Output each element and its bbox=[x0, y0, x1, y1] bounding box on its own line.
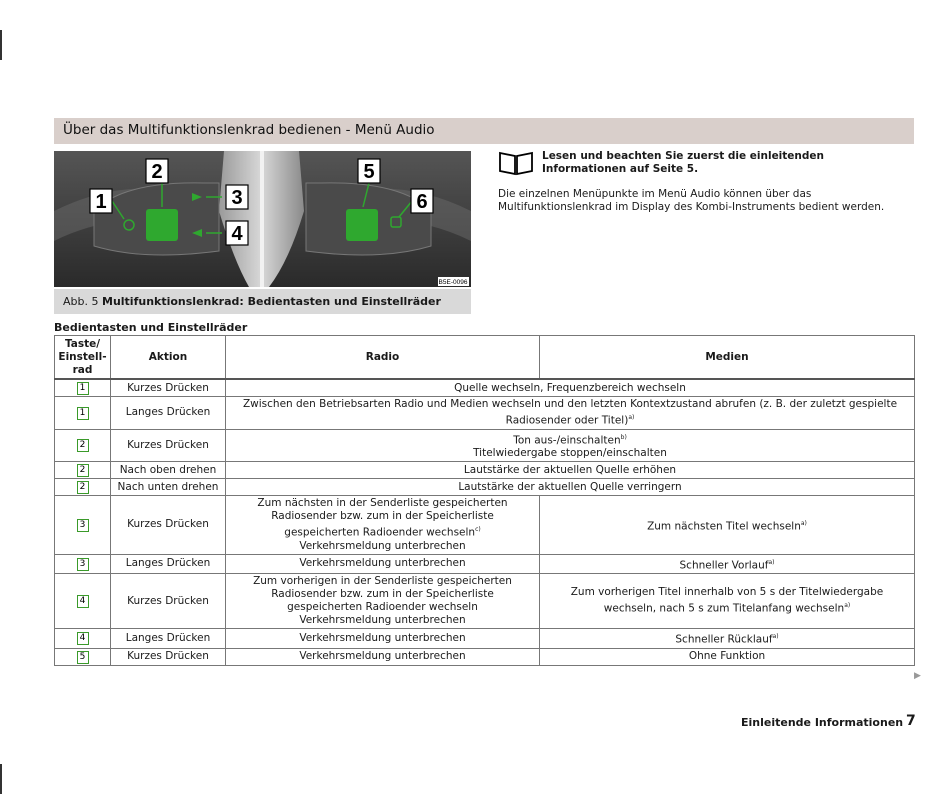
table-row bbox=[55, 554, 915, 574]
info-body-text: Die einzelnen Menüpunkte im Menü Audio können über das Multifunktionslenkrad im Display des Kombi-Instruments bedient werden. bbox=[498, 188, 885, 213]
merged-text: Zwischen den Betriebsarten Radio und Medien wechseln und den letzten Kontextzustand abrufen (z. B. der zuletzt gespielte Radiosender oder Titel) bbox=[242, 398, 898, 427]
table-row bbox=[55, 574, 915, 629]
callout-6: 6 bbox=[416, 191, 428, 213]
action-cell: Kurzes Drücken bbox=[111, 379, 226, 397]
medien-text: Zum vorherigen Titel innerhalb von 5 s der Titelwiedergabe wechseln, nach 5 s zum Titelanfang wechseln bbox=[570, 586, 884, 615]
medien-text: Schneller Vorlauf bbox=[679, 559, 769, 571]
section-header bbox=[54, 118, 914, 144]
merged-cell: Lautstärke der aktuellen Quelle verringern bbox=[226, 479, 915, 496]
table-row bbox=[55, 397, 915, 430]
steering-wheel-illustration bbox=[54, 151, 471, 287]
page-edge-mark-bottom bbox=[0, 764, 2, 794]
header-taste: Taste/ Einstellrad bbox=[55, 336, 111, 380]
key-label: 2 bbox=[77, 481, 89, 494]
radio-cell bbox=[226, 574, 540, 629]
callout-5: 5 bbox=[363, 161, 375, 183]
footnote-marker: b) bbox=[620, 433, 627, 441]
merged-cell: Lautstärke der aktuellen Quelle erhöhen bbox=[226, 462, 915, 479]
medien-cell bbox=[540, 574, 915, 629]
header-aktion: Aktion bbox=[111, 336, 226, 380]
merged-cell bbox=[226, 397, 915, 430]
radio-text: Zum nächsten in der Senderliste gespeicherten Radiosender bzw. zum in der Speicherliste gespeicherten Radioender wechseln bbox=[257, 497, 508, 539]
table-row bbox=[55, 479, 915, 496]
action-cell: Nach oben drehen bbox=[111, 462, 226, 479]
action-cell: Langes Drücken bbox=[111, 554, 226, 574]
action-cell: Nach unten drehen bbox=[111, 479, 226, 496]
section-title: Über das Multifunktionslenkrad bedienen - Menü Audio bbox=[63, 122, 435, 138]
radio-text: Zum vorherigen in der Senderliste gespeicherten Radiosender bzw. zum in der Speicherliste gespeicherten Radioender wechseln bbox=[253, 575, 512, 613]
key-label: 1 bbox=[77, 407, 89, 420]
action-cell: Kurzes Drücken bbox=[111, 496, 226, 555]
medien-cell: Ohne Funktion bbox=[540, 648, 915, 665]
action-cell: Kurzes Drücken bbox=[111, 574, 226, 629]
key-label: 3 bbox=[77, 558, 89, 571]
callout-4: 4 bbox=[231, 223, 243, 245]
figure-caption bbox=[54, 289, 471, 314]
table-row bbox=[55, 629, 915, 649]
key-label: 4 bbox=[77, 632, 89, 645]
merged-cell: Quelle wechseln, Frequenzbereich wechseln bbox=[226, 379, 915, 397]
footnote-marker: a) bbox=[628, 414, 635, 421]
radio-text-line2: Verkehrsmeldung unterbrechen bbox=[299, 614, 466, 626]
action-cell: Kurzes Drücken bbox=[111, 648, 226, 665]
callout-2: 2 bbox=[151, 161, 163, 183]
header-radio: Radio bbox=[226, 336, 540, 380]
info-bold-text: Lesen und beachten Sie zuerst die einleitenden Informationen auf Seite 5. bbox=[542, 150, 825, 175]
table-row bbox=[55, 429, 915, 462]
table-row bbox=[55, 379, 915, 397]
radio-cell bbox=[226, 496, 540, 555]
figure-caption-text: Multifunktionslenkrad: Bedientasten und Einstellräder bbox=[102, 295, 441, 308]
merged-text: Ton aus-/einschalten bbox=[513, 434, 621, 446]
radio-cell: Verkehrsmeldung unterbrechen bbox=[226, 554, 540, 574]
steering-wheel-figure bbox=[54, 151, 471, 287]
footnote-marker: a) bbox=[844, 602, 851, 610]
table-row bbox=[55, 462, 915, 479]
callout-3: 3 bbox=[231, 187, 243, 209]
medien-text: Zum nächsten Titel wechseln bbox=[647, 520, 801, 532]
page-number: 7 bbox=[906, 713, 916, 729]
key-label: 2 bbox=[77, 439, 89, 452]
table-row bbox=[55, 648, 915, 665]
callout-1: 1 bbox=[95, 191, 107, 213]
medien-cell bbox=[540, 629, 915, 649]
controls-table bbox=[54, 335, 915, 666]
footnote-marker: a) bbox=[768, 558, 775, 566]
footer-section-title: Einleitende Informationen bbox=[741, 716, 904, 729]
figure-code: B5E-0096 bbox=[438, 279, 468, 286]
footnote-marker: a) bbox=[772, 633, 779, 640]
radio-text-line2: Verkehrsmeldung unterbrechen bbox=[299, 539, 466, 552]
table-row bbox=[55, 496, 915, 555]
footnote-marker: a) bbox=[800, 519, 807, 527]
key-label: 3 bbox=[77, 519, 89, 532]
medien-cell bbox=[540, 554, 915, 574]
header-medien: Medien bbox=[540, 336, 915, 380]
figure-caption-number: Abb. 5 bbox=[63, 295, 99, 308]
action-cell: Kurzes Drücken bbox=[111, 429, 226, 462]
merged-cell bbox=[226, 429, 915, 462]
radio-cell: Verkehrsmeldung unterbrechen bbox=[226, 629, 540, 649]
table-header-row bbox=[55, 336, 915, 380]
medien-cell bbox=[540, 496, 915, 555]
key-label: 1 bbox=[77, 382, 89, 395]
action-cell: Langes Drücken bbox=[111, 629, 226, 649]
radio-cell: Verkehrsmeldung unterbrechen bbox=[226, 648, 540, 665]
book-icon bbox=[498, 150, 534, 176]
medien-text: Schneller Rücklauf bbox=[675, 633, 773, 646]
action-cell: Langes Drücken bbox=[111, 397, 226, 430]
key-label: 4 bbox=[77, 595, 89, 608]
key-label: 2 bbox=[77, 464, 89, 477]
key-label: 5 bbox=[77, 651, 89, 664]
footnote-marker: c) bbox=[475, 526, 481, 533]
page-edge-mark-top bbox=[0, 30, 2, 60]
merged-text-line2: Titelwiedergabe stoppen/einschalten bbox=[473, 447, 667, 459]
continue-arrow-icon: ▶ bbox=[914, 671, 921, 681]
table-caption: Bedientasten und Einstellräder bbox=[54, 321, 248, 334]
